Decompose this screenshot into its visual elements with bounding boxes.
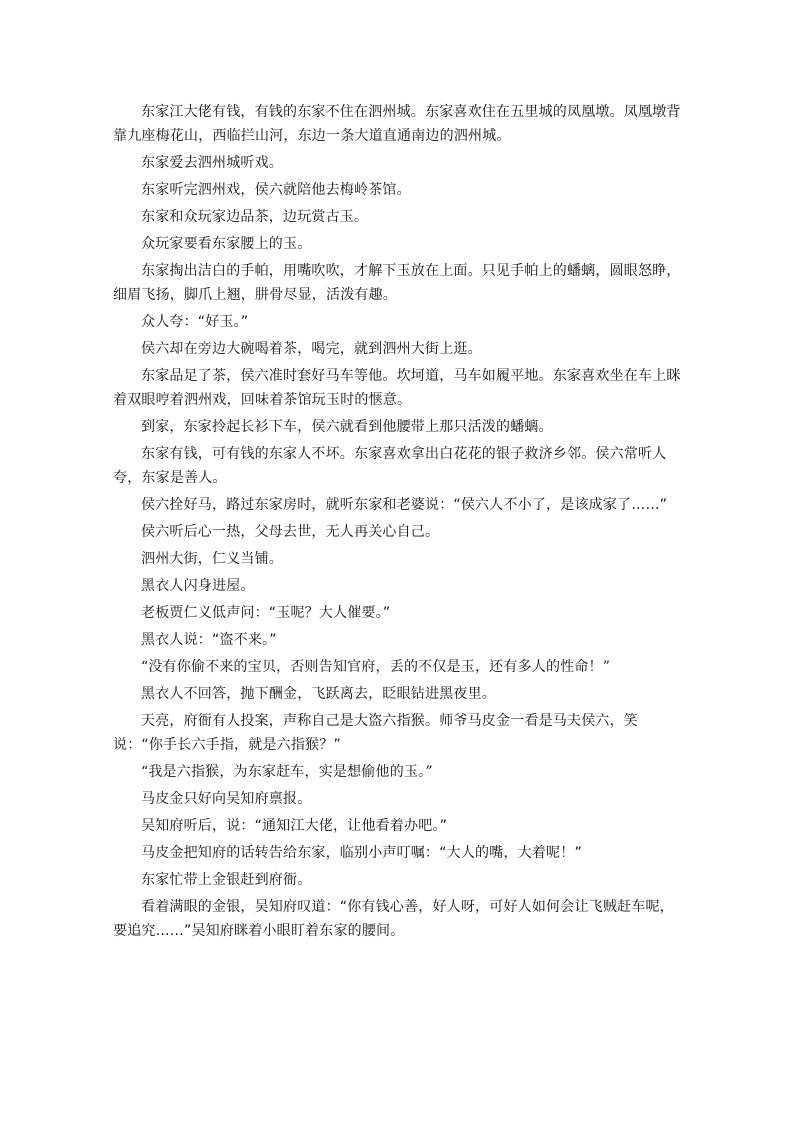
paragraph: 天亮，府衙有人投案，声称自己是大盗六指猴。师爷马皮金一看是马夫侯六，笑说：“你手长六手指，就是六指猴？”: [113, 713, 638, 753]
paragraph: 东家江大佬有钱，有钱的东家不住在泗州城。东家喜欢住在五里城的凤凰墩。凤凰墩背靠九座梅花山，西临拦山河，东边一条大道直通南边的泗州城。: [113, 104, 681, 144]
paragraph: 黑衣人不回答，抛下酬金，飞跃离去，眨眼钻进黑夜里。: [141, 686, 496, 702]
document-body: [113, 100, 685, 946]
paragraph: 马皮金把知府的话转告给东家，临别小声叮嘱：“大人的嘴，大着呢！”: [141, 845, 582, 861]
paragraph: 黑衣人闪身进屋。: [141, 578, 255, 594]
paragraph: 看着满眼的金银，吴知府叹道：“你有钱心善，好人呀，可好人如何会让飞贼赶车呢，要追究……”吴知府眯着小眼盯着东家的腰间。: [113, 899, 674, 939]
paragraph: 吴知府听后，说：“通知江大佬，让他看着办吧。”: [141, 818, 448, 834]
paragraph: “没有你偷不来的宝贝，否则告知官府，丢的不仅是玉，还有多人的性命！”: [141, 659, 611, 675]
paragraph: “我是六指猴，为东家赶车，实是想偷他的玉。”: [141, 764, 433, 780]
paragraph: 侯六拴好马，路过东家房时，就听东家和老婆说：“侯六人不小了，是该成家了……”: [141, 497, 668, 513]
paragraph: 黑衣人说：“盗不来。”: [141, 632, 277, 648]
paragraph: 东家爱去泗州城听戏。: [141, 155, 283, 171]
paragraph: 东家忙带上金银赶到府衙。: [141, 872, 312, 888]
paragraph: 东家掏出洁白的手帕，用嘴吹吹，才解下玉放在上面。只见手帕上的蟠螭，圆眼怒睁，细眉飞扬，脚爪上翘，肼骨尽显，活泼有趣。: [113, 263, 681, 303]
paragraph: 众人夸：“好玉。”: [141, 314, 249, 330]
paragraph: 侯六却在旁边大碗喝着茶，喝完，就到泗州大街上逛。: [141, 341, 482, 357]
paragraph: 东家和众玩家边品茶，边玩赏古玉。: [141, 209, 369, 225]
paragraph: 侯六听后心一热，父母去世，无人再关心自己。: [141, 524, 440, 540]
paragraph: 东家品足了茶，侯六准时套好马车等他。坎坷道，马车如履平地。东家喜欢坐在车上眯着双眼哼着泗州戏，回味着茶馆玩玉时的惬意。: [113, 368, 681, 408]
paragraph: 马皮金只好向吴知府禀报。: [141, 791, 312, 807]
paragraph: 到家，东家拎起长衫下车，侯六就看到他腰带上那只活泼的蟠螭。: [141, 419, 553, 435]
paragraph: 泗州大街，仁义当铺。: [141, 551, 283, 567]
paragraph: 东家有钱，可有钱的东家人不坏。东家喜欢拿出白花花的银子救济乡邻。侯六常听人夸，东家是善人。: [113, 446, 667, 486]
paragraph: 东家听完泗州戏，侯六就陪他去梅岭茶馆。: [141, 182, 411, 198]
paragraph: 众玩家要看东家腰上的玉。: [141, 236, 312, 252]
paragraph: 老板贾仁义低声问：“玉呢？大人催要。”: [141, 605, 391, 621]
